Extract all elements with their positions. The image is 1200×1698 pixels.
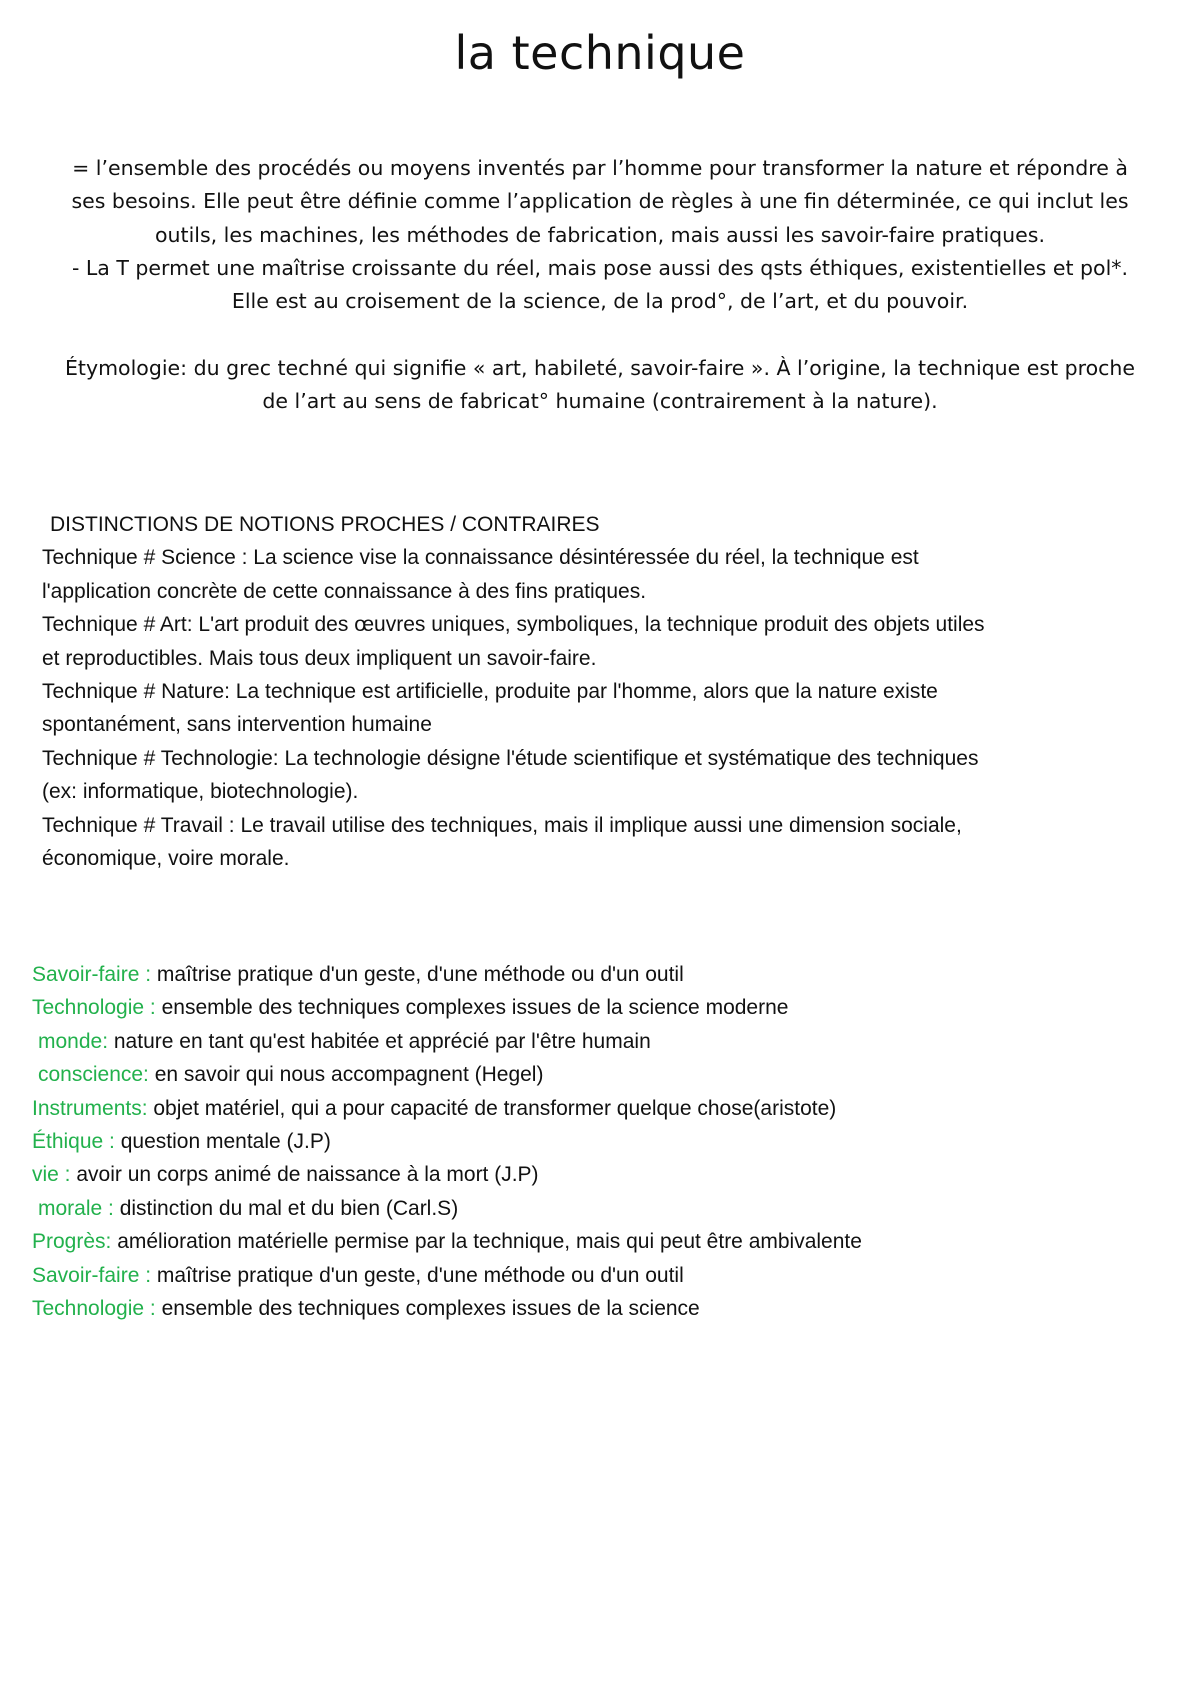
glossary-entry [32,1259,1172,1292]
intro-line: ses besoins. Elle peut être définie comme l’application de règles à une fin déterminée, ce qui inclut les [71,189,1129,214]
distinction-line: Technique # Technologie: La technologie désigne l'étude scientifique et systématique des techniques [42,746,979,770]
glossary-entry [32,991,1172,1024]
glossary-entry [32,1058,1172,1091]
distinction-line: Technique # Science : La science vise la connaissance désintéressée du réel, la technique est [42,546,919,570]
distinction-line: et reproductibles. Mais tous deux impliquent un savoir-faire. [42,646,597,670]
glossary-term: morale : [38,1196,114,1220]
glossary-definition: ensemble des techniques complexes issues de la science [155,1297,700,1321]
glossary-definition: objet matériel, qui a pour capacité de transformer quelque chose(aristote) [147,1096,837,1120]
glossary-entry [32,1292,1172,1325]
glossary-entry [32,1125,1172,1158]
paragraph-gap [40,318,1160,351]
glossary-definition: avoir un corps animé de naissance à la mort (J.P) [70,1163,539,1187]
distinction-line: l'application concrète de cette connaissance à des fins pratiques. [42,579,647,603]
page-title: la technique [454,26,746,80]
glossary-entry [32,1192,1172,1225]
distinction-line: Technique # Travail : Le travail utilise des techniques, mais il implique aussi une dimension sociale, [42,813,962,837]
glossary-entry [32,958,1172,991]
glossary-term: Éthique : [32,1130,115,1154]
glossary-definition: maîtrise pratique d'un geste, d'une méthode ou d'un outil [151,963,684,986]
intro-line: outils, les machines, les méthodes de fabrication, mais aussi les savoir-faire pratiques. [155,222,1045,247]
distinction-line: Technique # Nature: La technique est artificielle, produite par l'homme, alors que la nature existe [42,680,938,704]
glossary-term: conscience: [38,1063,149,1087]
glossary-definition: amélioration matérielle permise par la technique, mais qui peut être ambivalente [111,1230,862,1254]
etymology-line: de l’art au sens de fabricat° humaine (contrairement à la nature). [262,389,938,414]
glossary-term: vie : [32,1163,71,1187]
distinction-line: spontanément, sans intervention humaine [42,713,432,737]
glossary-term: Progrès: [32,1230,112,1254]
glossary-term: monde: [38,1029,109,1053]
glossary-entry [32,1092,1172,1125]
glossary-term: Savoir-faire : [32,963,152,986]
glossary-definition: question mentale (J.P) [114,1130,331,1154]
distinction-line: (ex: informatique, biotechnologie). [42,780,359,804]
glossary-term: Technologie : [32,1297,156,1321]
etymology-line: Étymologie: du grec techné qui signifie « art, habileté, savoir-faire ». À l’origine, la technique est proche [64,355,1136,380]
glossary-definition: maîtrise pratique d'un geste, d'une méthode ou d'un outil [151,1263,684,1287]
glossary-section [32,958,1172,1325]
distinction-line: économique, voire morale. [42,847,290,871]
distinctions-heading: DISTINCTIONS DE NOTIONS PROCHES / CONTRAIRES [50,513,600,536]
glossary-definition: distinction du mal et du bien (Carl.S) [113,1196,459,1220]
intro-line: - La T permet une maîtrise croissante du réel, mais pose aussi des qsts éthiques, existentielles et pol*. [71,255,1129,280]
glossary-entry [32,1158,1172,1191]
glossary-term: Instruments: [32,1096,148,1120]
glossary-entry [32,1025,1172,1058]
glossary-term: Savoir-faire : [32,1263,152,1287]
glossary-definition: en savoir qui nous accompagnent (Hegel) [148,1063,544,1087]
glossary-definition: nature en tant qu'est habitée et apprécié par l'être humain [108,1029,651,1053]
intro-line: = l’ensemble des procédés ou moyens inventés par l’homme pour transformer la nature et répondre à [72,156,1128,180]
distinctions-section [42,508,1162,875]
glossary-entry [32,1225,1172,1258]
glossary-term: Technologie : [32,996,156,1020]
intro-section [40,152,1160,418]
distinction-line: Technique # Art: L'art produit des œuvres uniques, symboliques, la technique produit des objets utiles [42,613,985,637]
intro-line: Elle est au croisement de la science, de la prod°, de l’art, et du pouvoir. [231,289,969,314]
glossary-definition: ensemble des techniques complexes issues de la science moderne [155,996,789,1020]
